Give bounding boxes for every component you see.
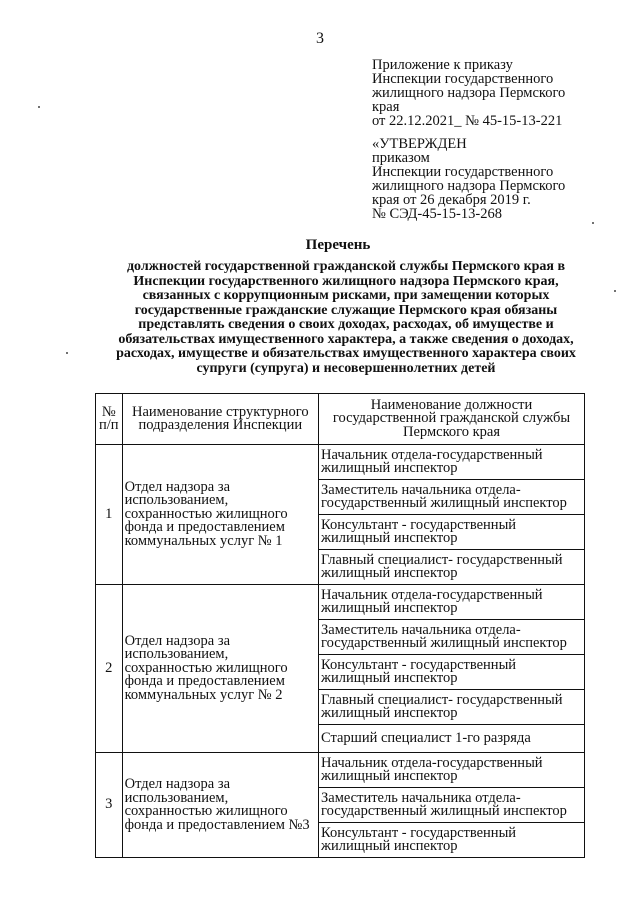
scan-speck bbox=[592, 222, 594, 224]
table-header-row bbox=[96, 394, 585, 445]
position-cell: Консультант - государственный жилищный инспектор bbox=[319, 655, 585, 690]
document-subtitle bbox=[98, 260, 594, 376]
subtitle-line: представлять сведения о своих доходах, расходах, об имуществе и bbox=[138, 317, 554, 332]
subtitle-line: расходах, имуществе и обязательствах имущественного характера своих bbox=[116, 346, 576, 361]
approval-line: жилищного надзора Пермского bbox=[372, 178, 566, 194]
scan-speck bbox=[66, 352, 68, 354]
header-unit: Наименование структурного подразделения Инспекции bbox=[122, 394, 318, 445]
scan-speck bbox=[614, 290, 616, 292]
approval-line: Инспекции государственного bbox=[372, 164, 554, 180]
row-number: 1 bbox=[96, 445, 123, 585]
document-title: Перечень bbox=[305, 237, 371, 253]
annex-line: Приложение к приказу bbox=[372, 57, 513, 73]
position-cell: Консультант - государственный жилищный инспектор bbox=[319, 515, 585, 550]
approval-line: «УТВЕРЖДЕН bbox=[372, 136, 467, 152]
position-cell: Главный специалист- государственный жилищный инспектор bbox=[319, 690, 585, 725]
approval-line: края от 26 декабря 2019 г. bbox=[372, 192, 531, 208]
position-cell: Начальник отдела-государственный жилищный инспектор bbox=[319, 445, 585, 480]
annex-block bbox=[372, 58, 612, 128]
unit-name: Отдел надзора за использованием, сохранностью жилищного фонда и предоставлением коммунальных услуг № 1 bbox=[122, 445, 318, 585]
subtitle-line: Инспекции государственного жилищного надзора Пермского края, bbox=[133, 273, 559, 289]
position-cell: Консультант - государственный жилищный инспектор bbox=[319, 823, 585, 858]
position-cell: Старший специалист 1-го разряда bbox=[319, 725, 585, 753]
table-row bbox=[96, 753, 585, 788]
row-number: 2 bbox=[96, 585, 123, 753]
position-cell: Начальник отдела-государственный жилищный инспектор bbox=[319, 585, 585, 620]
annex-line: от 22.12.2021_ № 45-15-13-221 bbox=[372, 113, 563, 129]
subtitle-line: должностей государственной гражданской службы Пермского края в bbox=[126, 259, 566, 274]
position-cell: Главный специалист- государственный жилищный инспектор bbox=[319, 550, 585, 585]
subtitle-line: супруги (супруга) и несовершеннолетних детей bbox=[196, 360, 496, 376]
page-number: 3 bbox=[316, 30, 324, 47]
table-row bbox=[96, 445, 585, 480]
subtitle-line: государственные гражданские служащие Пермского края обязаны bbox=[134, 302, 558, 318]
unit-name: Отдел надзора за использованием, сохранностью жилищного фонда и предоставлением коммунальных услуг № 2 bbox=[122, 585, 318, 753]
approval-block bbox=[372, 137, 612, 221]
unit-name: Отдел надзора за использованием, сохранностью жилищного фонда и предоставлением №3 bbox=[122, 753, 318, 858]
annex-line: края bbox=[372, 99, 400, 115]
position-cell: Заместитель начальника отдела-государственный жилищный инспектор bbox=[319, 480, 585, 515]
row-number: 3 bbox=[96, 753, 123, 858]
header-number: № п/п bbox=[96, 394, 123, 445]
approval-line: № СЭД-45-15-13-268 bbox=[372, 206, 502, 222]
approval-line: приказом bbox=[372, 150, 430, 166]
subtitle-line: связанных с коррупционным рисками, при замещении которых bbox=[142, 288, 550, 303]
header-position: Наименование должности государственной гражданской службы Пермского края bbox=[319, 394, 585, 445]
position-cell: Заместитель начальника отдела-государственный жилищный инспектор bbox=[319, 788, 585, 823]
annex-line: жилищного надзора Пермского bbox=[372, 85, 566, 101]
annex-line: Инспекции государственного bbox=[372, 71, 554, 87]
table-row bbox=[96, 585, 585, 620]
position-cell: Начальник отдела-государственный жилищный инспектор bbox=[319, 753, 585, 788]
position-cell: Заместитель начальника отдела-государственный жилищный инспектор bbox=[319, 620, 585, 655]
scan-speck bbox=[38, 106, 40, 108]
subtitle-line: обязательствах имущественного характера, а также сведения о доходах, bbox=[118, 331, 574, 347]
positions-table bbox=[95, 393, 585, 858]
